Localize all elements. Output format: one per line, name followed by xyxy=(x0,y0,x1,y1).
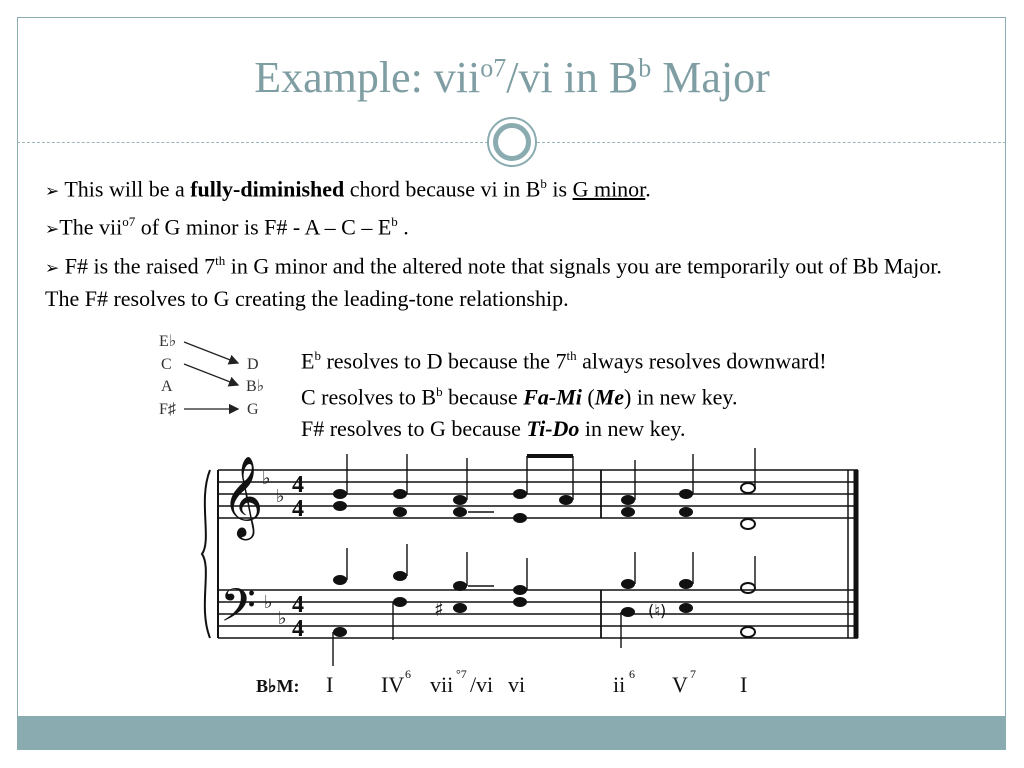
bullet-arrow-icon: ➢ xyxy=(45,181,60,201)
to-note-g: G xyxy=(247,401,259,418)
roman-iv: IV xyxy=(381,672,405,697)
divider-ornament-inner xyxy=(493,123,531,161)
explanation-3: F# resolves to G because Ti-Do in new key. xyxy=(301,415,686,441)
roman-i: I xyxy=(326,672,334,697)
key-label: B♭M: xyxy=(256,676,300,696)
from-note-a: A xyxy=(161,378,173,395)
svg-text:♭: ♭ xyxy=(278,608,287,629)
to-note-d: D xyxy=(247,356,259,373)
roman-vi-applied: vi xyxy=(476,672,494,697)
roman-i-final: I xyxy=(740,672,748,697)
resolution-diagram xyxy=(150,328,280,424)
bass-clef-icon: 𝄢 xyxy=(220,579,257,644)
explanation-2: C resolves to $B^b$ because Fa-Mi (Me) in new key. xyxy=(301,384,738,410)
svg-text:/: / xyxy=(470,672,477,697)
footer-bar xyxy=(17,716,1006,750)
slide-title: Example: vii$^{o7}$/vi in $B^b$ Major xyxy=(254,53,770,102)
resolution-explanations xyxy=(301,340,827,444)
bullet-arrow-icon: ➢ xyxy=(45,219,60,239)
arrow-c-bflat xyxy=(184,364,238,385)
natural-mark: (♮) xyxy=(648,601,667,620)
roman-ii: ii xyxy=(613,672,626,697)
svg-text:4: 4 xyxy=(292,616,304,642)
arrow-eflat-d xyxy=(184,342,238,363)
explanation-1: $E^b$ resolves to D because the 7th always resolves downward! xyxy=(301,348,827,374)
svg-text:4: 4 xyxy=(292,496,304,522)
svg-text:♯: ♯ xyxy=(434,597,444,621)
svg-text:6: 6 xyxy=(629,667,635,681)
to-note-bflat: B♭ xyxy=(246,378,265,395)
svg-text:♭: ♭ xyxy=(262,468,271,489)
bullet-3: ➢ F# is the raised 7th in G minor and the altered note that signals you are temporarily out of Bb Major. The F# resolves to G creating the leading-tone relationship. xyxy=(45,252,942,311)
grand-staff-brace xyxy=(202,470,210,638)
title-divider-right xyxy=(537,142,1006,143)
bullet-list xyxy=(45,168,975,314)
svg-text:7: 7 xyxy=(690,667,696,681)
roman-vi: vi xyxy=(508,672,526,697)
roman-v: V xyxy=(672,672,688,697)
from-note-eflat: E♭ xyxy=(159,333,177,350)
treble-clef-icon: 𝄞 xyxy=(222,455,264,537)
svg-text:°7: °7 xyxy=(456,667,467,681)
time-signature-top: 4 xyxy=(292,472,304,498)
bass-notes xyxy=(333,571,693,637)
bullet-arrow-icon: ➢ xyxy=(45,257,60,277)
svg-text:4: 4 xyxy=(292,592,304,618)
from-note-c: C xyxy=(161,356,172,373)
svg-text:♭: ♭ xyxy=(276,486,285,507)
svg-text:6: 6 xyxy=(405,667,411,681)
bullet-2: ➢The vii$^{o7}$ of G minor is F# - A – C – $E^b$ . xyxy=(45,214,409,240)
from-note-fsharp: F♯ xyxy=(159,401,176,418)
bullet-1: ➢ This will be a fully-diminished chord because vi in $B^b$ is G minor. xyxy=(45,176,651,202)
roman-vii: vii xyxy=(430,672,454,697)
music-score xyxy=(198,440,868,710)
title-divider-left xyxy=(17,142,488,143)
svg-text:♭: ♭ xyxy=(264,592,273,613)
